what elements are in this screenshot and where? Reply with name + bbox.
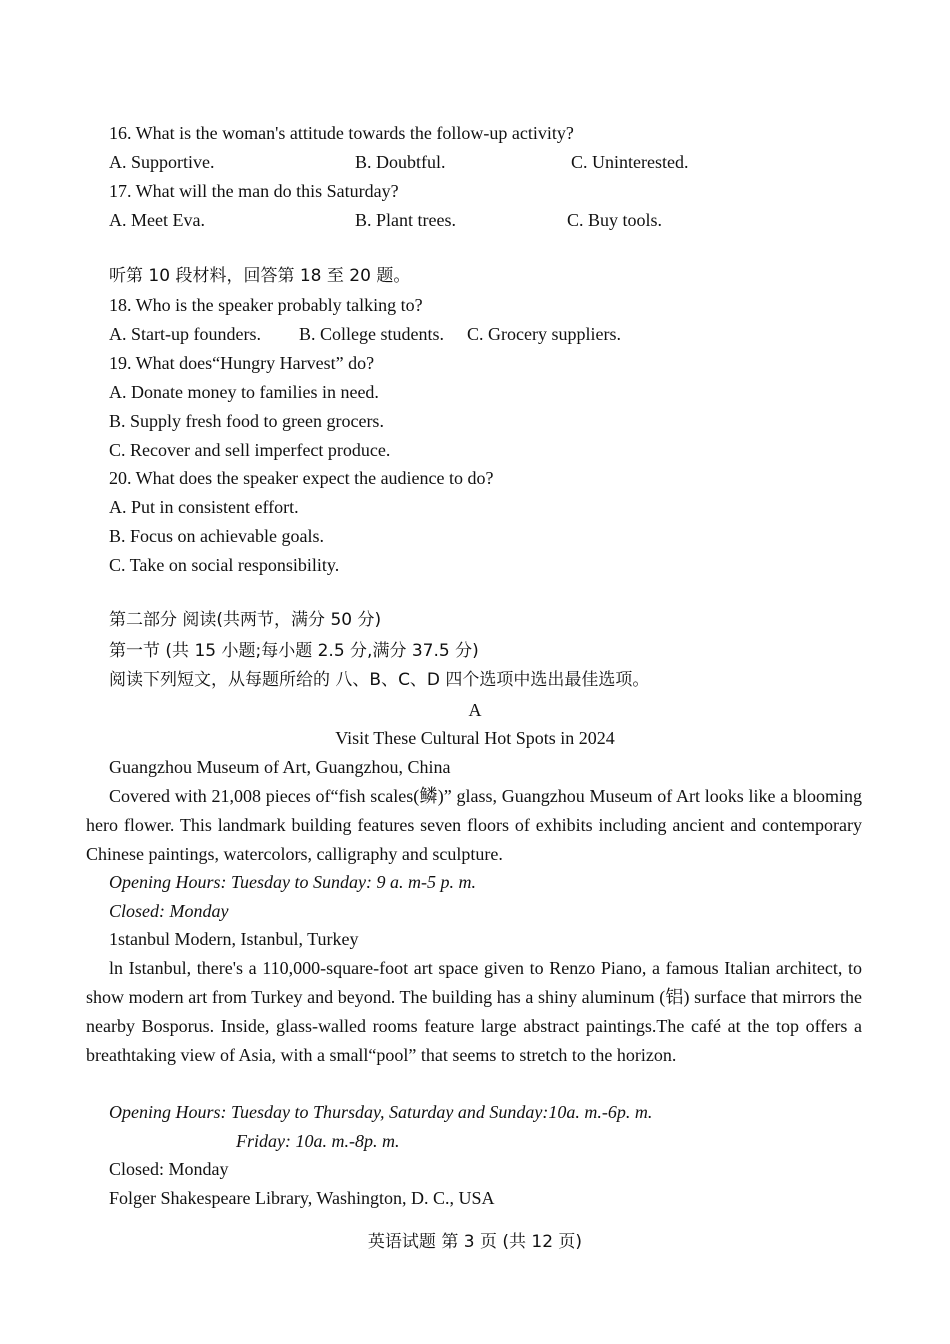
q20-option-c: C. Take on social responsibility. — [109, 555, 340, 575]
venue1-hours: Opening Hours: Tuesday to Sunday: 9 a. m-5 p. m. — [109, 872, 476, 892]
question-18: 18. Who is the speaker probably talking to? — [109, 295, 423, 315]
q20-option-a: A. Put in consistent effort. — [109, 497, 299, 517]
part2-title: 第二部分 阅读(共两节，满分 50 分) — [109, 610, 382, 630]
page-footer: 英语试题 第 3 页 (共 12 页) — [367, 1232, 583, 1252]
q20-option-b: B. Focus on achievable goals. — [109, 526, 324, 546]
venue1-name: Guangzhou Museum of Art, Guangzhou, China — [109, 757, 451, 777]
question-16: 16. What is the woman's attitude towards the follow-up activity? — [109, 123, 574, 143]
question-20: 20. What does the speaker expect the audience to do? — [109, 468, 494, 488]
venue1-closed: Closed: Monday — [109, 901, 229, 921]
section1-instruction: 阅读下列短文，从每题所给的 八、B、C、D 四个选项中选出最佳选项。 — [109, 670, 650, 690]
question-19: 19. What does“Hungry Harvest” do? — [109, 353, 375, 373]
q17-option-c: C. Buy tools. — [567, 210, 663, 230]
venue2-hours-friday: Friday: 10a. m.-8p. m. — [236, 1131, 400, 1151]
q16-option-c: C. Uninterested. — [571, 152, 689, 172]
venue1-description: Covered with 21,008 pieces of“fish scales(鳞)” glass, Guangzhou Museum of Art looks like a blooming hero flower. This landmark building features seven floors of exhibits including ancient and contemporary Chinese paintings, watercolors, calligraphy and sculpture. — [86, 786, 862, 864]
q18-option-c: C. Grocery suppliers. — [467, 324, 621, 344]
venue2-description: ln Istanbul, there's a 110,000-square-foot art space given to Renzo Piano, a famous Italian architect, to show modern art from Turkey and beyond. The building has a shiny aluminum (铝) surface that mirrors the nearby Bosporus. Inside, glass-walled rooms feature large abstract paintings.The café at the top offers a breathtaking view of Asia, with a small“pool” that seems to stretch to the horizon. — [86, 958, 862, 1065]
q19-option-b: B. Supply fresh food to green grocers. — [109, 411, 384, 431]
venue2-closed: Closed: Monday — [109, 1159, 229, 1179]
q17-option-a: A. Meet Eva. — [109, 210, 205, 230]
venue3-name: Folger Shakespeare Library, Washington, D. C., USA — [109, 1188, 495, 1208]
passage10-instruction: 听第 10 段材料，回答第 18 至 20 题。 — [109, 266, 411, 286]
q19-option-a: A. Donate money to families in need. — [109, 382, 379, 402]
q17-option-b: B. Plant trees. — [355, 210, 456, 230]
q16-option-b: B. Doubtful. — [355, 152, 446, 172]
q18-option-a: A. Start-up founders. — [109, 324, 261, 344]
q18-option-b: B. College students. — [299, 324, 444, 344]
passage-title: Visit These Cultural Hot Spots in 2024 — [335, 728, 615, 748]
passage-label: A — [468, 700, 482, 720]
question-17: 17. What will the man do this Saturday? — [109, 181, 399, 201]
section1-title: 第一节 (共 15 小题;每小题 2.5 分,满分 37.5 分) — [109, 641, 479, 661]
venue2-hours: Opening Hours: Tuesday to Thursday, Saturday and Sunday:10a. m.-6p. m. — [109, 1102, 653, 1122]
venue2-name: 1stanbul Modern, Istanbul, Turkey — [109, 929, 359, 949]
q19-option-c: C. Recover and sell imperfect produce. — [109, 440, 391, 460]
q16-option-a: A. Supportive. — [109, 152, 215, 172]
